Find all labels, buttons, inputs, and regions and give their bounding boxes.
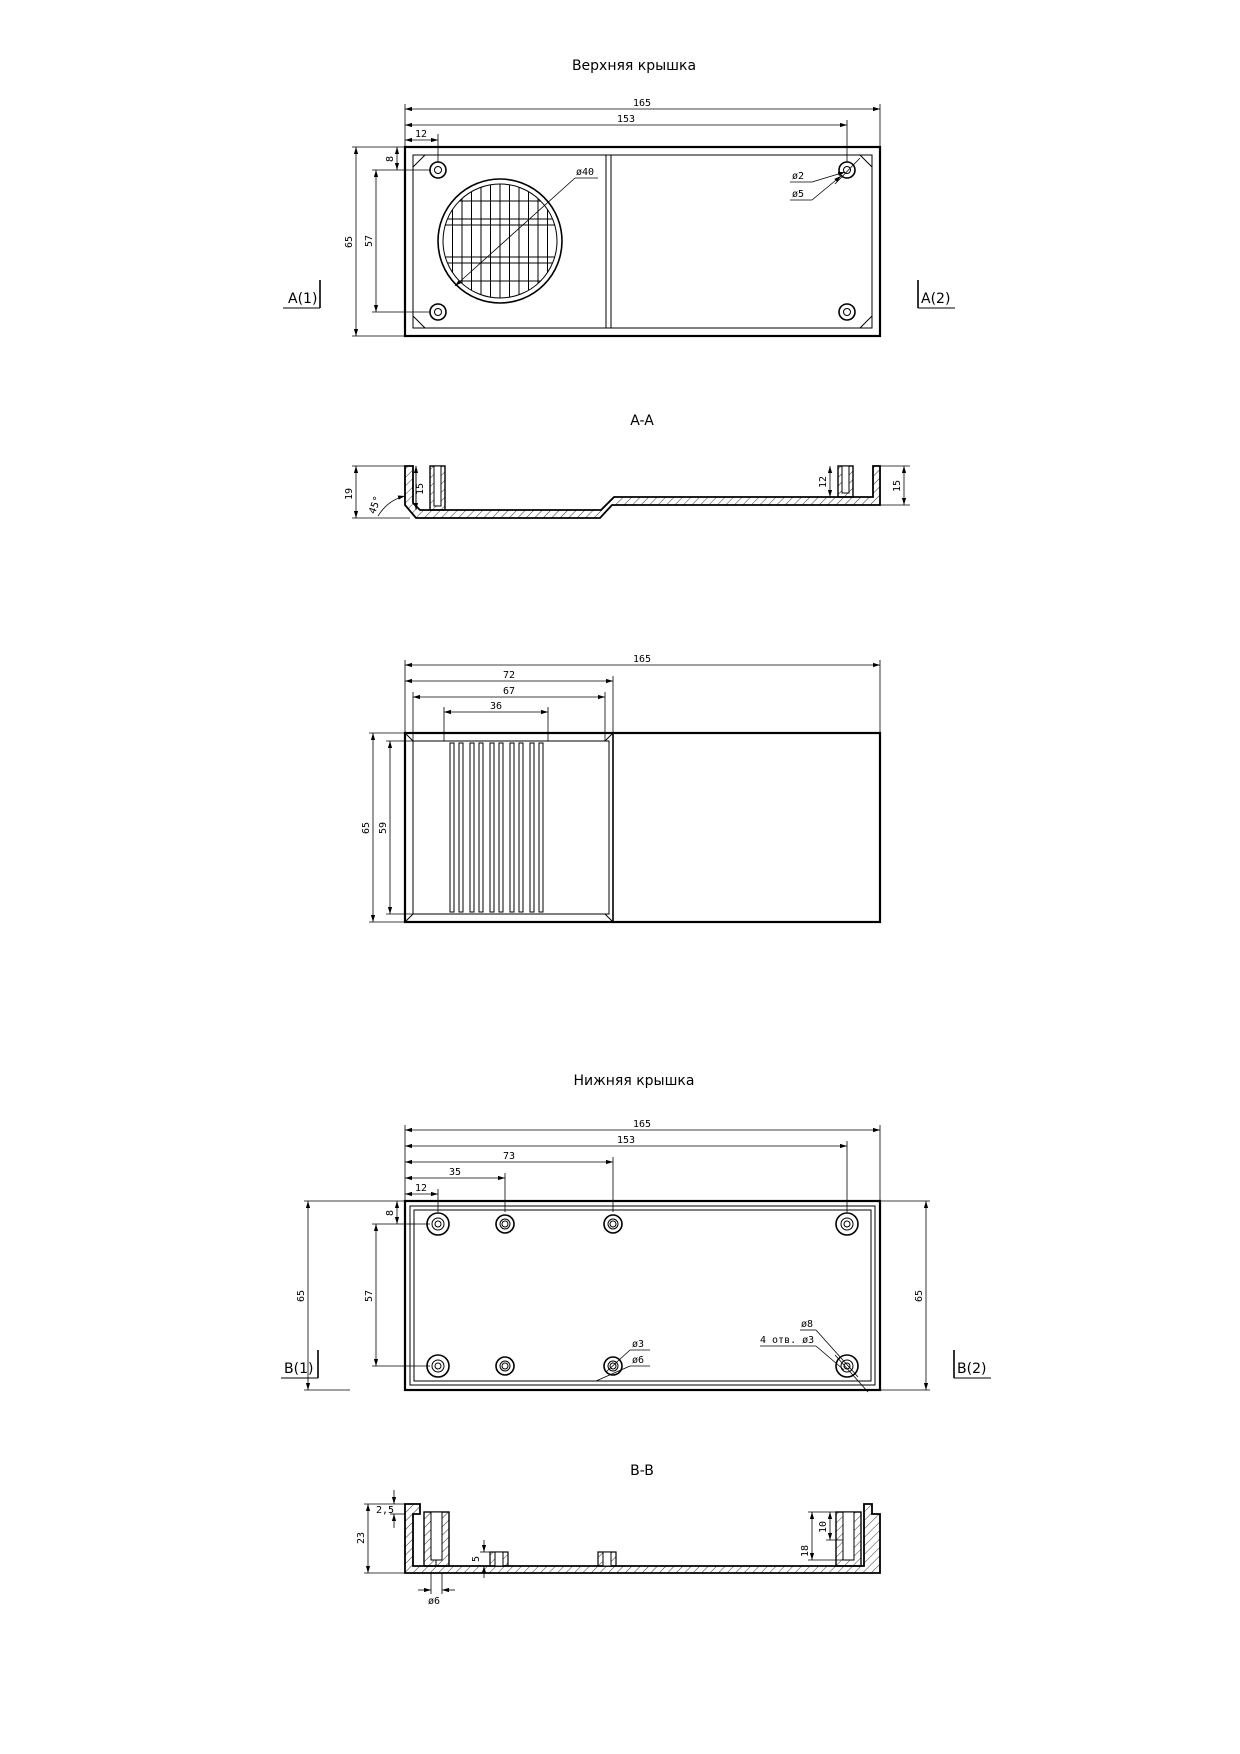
- top-cover-title: Верхняя крышка: [571, 58, 697, 74]
- dim-top-8: 8: [385, 155, 396, 163]
- dim-mid-59: 59: [378, 821, 389, 835]
- screw-boss: [836, 1213, 858, 1235]
- vent-slot: [490, 743, 494, 912]
- vent-slot: [479, 743, 483, 912]
- section-mark-a2: [918, 280, 955, 308]
- vent-slot: [470, 743, 474, 912]
- vent-slots: [450, 743, 543, 912]
- screw-hole-top-left: [430, 162, 446, 178]
- bottom-view-dimensions: [296, 1119, 930, 1392]
- bot-boss-label: ø8: [801, 1319, 814, 1330]
- top-view-dimensions: [344, 98, 880, 336]
- middle-view-dimensions: [361, 654, 880, 922]
- section-bb-title: B-B: [630, 1463, 654, 1479]
- screw-boss: [427, 1213, 449, 1235]
- dim-bb-18: 18: [800, 1544, 811, 1558]
- dim-bb-6: ø6: [428, 1596, 441, 1607]
- dim-top-12: 12: [414, 129, 428, 140]
- dim-bb-23: 23: [356, 1531, 367, 1545]
- dim-aa-19: 19: [344, 487, 355, 501]
- section-aa-view: [405, 466, 880, 518]
- section-aa-title: A-A: [630, 413, 654, 429]
- dim-mid-65: 65: [361, 821, 372, 835]
- dim-top-165: 165: [632, 98, 652, 109]
- screw-boss: [496, 1357, 514, 1375]
- section-mark-b2: [954, 1350, 991, 1378]
- dim-bot-65-left: 65: [296, 1289, 307, 1303]
- dim-bot-73: 73: [502, 1151, 516, 1162]
- top-cover-underside-view: [405, 733, 880, 922]
- dim-aa-15: 15: [415, 482, 426, 496]
- vent-slot: [499, 743, 503, 912]
- vent-slot: [510, 743, 514, 912]
- svg-text:A(1): A(1): [288, 291, 318, 307]
- dim-bot-153: 153: [616, 1135, 636, 1146]
- vent-slot: [530, 743, 534, 912]
- bot-hole-outer-label: ø6: [632, 1355, 645, 1366]
- dim-top-65: 65: [344, 235, 355, 249]
- vent-slot: [539, 743, 543, 912]
- bottom-cover-title: Нижняя крышка: [573, 1073, 695, 1089]
- dim-bot-65-right: 65: [914, 1289, 925, 1303]
- screw-boss: [427, 1355, 449, 1377]
- dim-aa-angle: 45°: [367, 494, 384, 516]
- screw-boss: [496, 1215, 514, 1233]
- dim-top-153: 153: [616, 114, 636, 125]
- dim-aa-15-right: 15: [892, 479, 903, 493]
- hole-large-label: ø5: [792, 189, 805, 200]
- screw-hole-top-right: [839, 162, 855, 178]
- dim-bb-2-5: 2,5: [376, 1505, 395, 1516]
- dim-bb-5: 5: [471, 1555, 482, 1563]
- bot-hole-inner-label: ø3: [632, 1339, 645, 1350]
- screw-hole-bottom-left: [430, 304, 446, 320]
- screw-hole-bottom-right: [839, 304, 855, 320]
- vent-slot: [459, 743, 463, 912]
- dim-bot-165: 165: [632, 1119, 652, 1130]
- svg-text:B(1): B(1): [284, 1361, 314, 1377]
- dim-bot-57: 57: [364, 1289, 375, 1303]
- dim-mid-72: 72: [502, 670, 516, 681]
- dim-bb-10: 10: [818, 1520, 829, 1534]
- top-cover-plan-view: [405, 147, 880, 336]
- vent-slot: [450, 743, 454, 912]
- screw-boss: [604, 1215, 622, 1233]
- section-mark-a1: [283, 280, 320, 308]
- dim-mid-67: 67: [502, 686, 516, 697]
- bot-holes-note: 4 отв. ø3: [760, 1335, 815, 1346]
- dim-bot-8: 8: [385, 1209, 396, 1217]
- svg-text:A(2): A(2): [921, 291, 951, 307]
- hole-small-label: ø2: [792, 171, 805, 182]
- dim-top-57: 57: [364, 234, 375, 248]
- dim-bot-12: 12: [414, 1183, 428, 1194]
- vent-slot: [519, 743, 523, 912]
- fan-diameter-label: ø40: [576, 167, 595, 178]
- dim-bot-35: 35: [448, 1167, 462, 1178]
- dim-mid-36: 36: [489, 701, 503, 712]
- dim-aa-12: 12: [818, 475, 829, 489]
- svg-text:B(2): B(2): [957, 1361, 987, 1377]
- dim-mid-165: 165: [632, 654, 652, 665]
- section-mark-b1: [281, 1350, 318, 1378]
